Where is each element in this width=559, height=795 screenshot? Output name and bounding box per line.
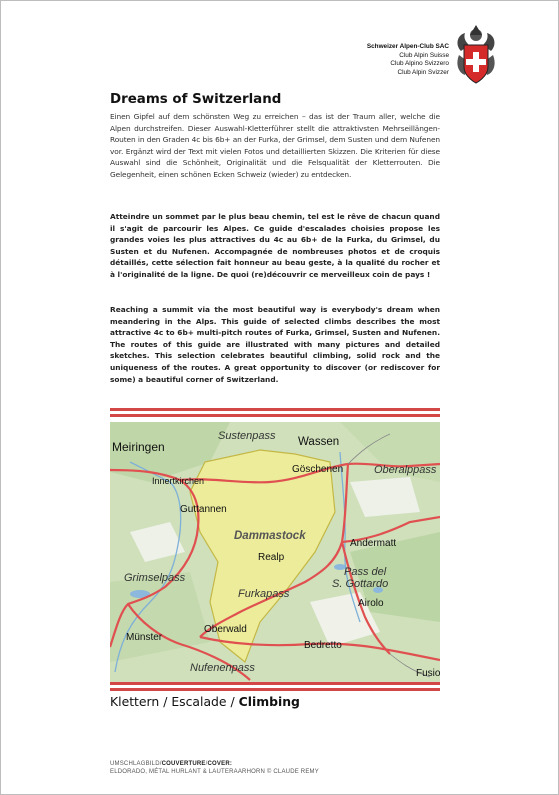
description-en: Reaching a summit via the most beautiful way is everybody's dream when meandering in the Alps. This guide of selected climbs describes the most attractive 4c to 6b+ multi-pitch routes of Furka, Grimsel, Susten and Nufenen. The routes of this guide are illustrated with many pictures and detailed sketches. This selection celebrates beautiful climbing, solid rock and the uniqueness of the routes. A great opportunity to discover (or rediscover for some) a beautiful corner of Switzerland. [110, 305, 440, 384]
divider-bottom-1 [110, 682, 440, 685]
page-title: Dreams of Switzerland [110, 92, 282, 107]
subtitle-separator: / [226, 694, 239, 709]
map-label-meiringen: Meiringen [112, 440, 165, 454]
map-label-munster: Münster [126, 632, 163, 643]
divider-top-1 [110, 408, 440, 411]
map-label-oberwald: Oberwald [204, 624, 247, 635]
map-label-andermatt: Andermatt [350, 538, 397, 549]
divider-bottom-2 [110, 688, 440, 691]
cover-credit-text: ELDORADO, MÉTAL HURLANT & LAUTERAARHORN © CLAUDE REMY [110, 769, 319, 775]
activity-subtitle [110, 694, 300, 709]
map-label-airolo: Airolo [358, 598, 384, 609]
map-label-guttannen: Guttannen [180, 504, 227, 515]
org-name-it: Club Alpino Svizzero [390, 60, 449, 68]
divider-top-2 [110, 414, 440, 417]
map-label-pass-del: Pass del [344, 566, 387, 578]
map-label-grimselpass: Grimselpass [124, 572, 186, 584]
cover-label-de: UMSCHLAGBILD [110, 761, 160, 767]
map-label-goschenen: Göschenen [292, 464, 344, 475]
map-label-sustenpass: Sustenpass [218, 430, 276, 442]
map-label-dammastock: Dammastock [234, 530, 306, 542]
region-map [110, 422, 440, 682]
subtitle-fr: Escalade [171, 694, 227, 709]
map-label-fusio: Fusio [416, 668, 440, 679]
subtitle-en: Climbing [238, 694, 300, 709]
org-name-de: Schweizer Alpen-Club SAC [366, 43, 449, 50]
cover-label-fr: COUVERTURE [161, 761, 206, 767]
org-name-fr: Club Alpin Suisse [399, 51, 449, 59]
description-fr: Atteindre un sommet par le plus beau chemin, tel est le rêve de chacun quand il s'agit de parcourir les Alpes. Ce guide d'escalades choisies propose les grandes voies les plus attractives du 4c au 6b+ de la Furka, du Grimsel, du Susten et du Nufenen. Accompagnée de nombreuses photos et de croquis détaillés, cette sélection fait honneur au beau geste, à la qualité du rocher et à l'originalité de la ligne. De quoi (re)découvrir ce merveilleux coin de pays ! [110, 212, 440, 279]
map-label-innertkirchen: Innertkirchen [152, 476, 205, 486]
map-label-furkapass: Furkapass [238, 588, 290, 600]
map-label-s-gottardo: S. Gottardo [332, 578, 389, 590]
cover-credits [110, 760, 319, 776]
sac-header [367, 43, 449, 77]
map-label-wassen: Wassen [298, 436, 340, 448]
subtitle-separator: / [159, 694, 172, 709]
map-label-nufenenpass: Nufenenpass [190, 662, 255, 674]
map-label-oberalppass: Oberalppass [374, 464, 437, 476]
description-de: Einen Gipfel auf dem schönsten Weg zu erreichen – das ist der Traum aller, welche die Alpen durchstreifen. Dieser Auswahl-Kletterführer stellt die attraktivsten Mehrseillängen-Routen in den Graden 4c bis 6b+ an der Furka, der Grimsel, dem Susten und dem Nufenen vor. Ergänzt wird der Text mit vielen Fotos und detaillierten Skizzen. Die Kriterien für diese Auswahl sind die Schönheit, Originalität und die Felsqualität der Kletterrouten. Die Gelegenheit, einen schönen Ecken Schweiz (wieder) zu entdecken. [110, 112, 440, 179]
map-label-realp: Realp [258, 552, 285, 563]
map-label-bedretto: Bedretto [304, 640, 342, 651]
subtitle-de: Klettern [110, 694, 160, 709]
cover-label: UMSCHLAGBILD/COUVERTURE/COVER: [110, 761, 233, 767]
cover-label-en: COVER: [207, 761, 233, 767]
org-name-rm: Club Alpin Svizzer [397, 68, 449, 76]
sac-logo-icon [453, 21, 499, 87]
